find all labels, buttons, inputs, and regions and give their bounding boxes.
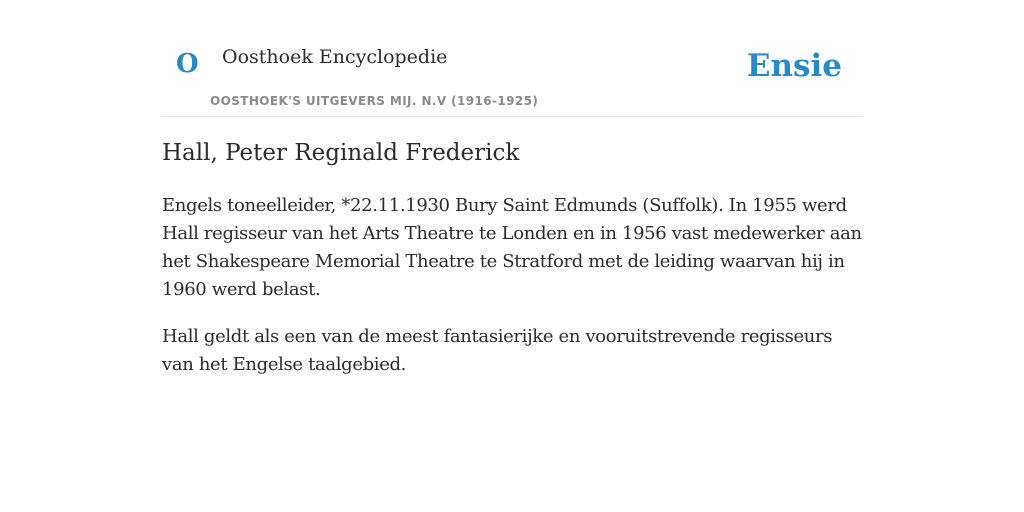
publisher-subtitle: OOSTHOEK'S UITGEVERS MIJ. N.V (1916-1925) — [210, 94, 539, 108]
article-body — [162, 192, 862, 398]
page-header — [162, 0, 862, 117]
article-paragraph: Engels toneelleider, *22.11.1930 Bury Saint Edmunds (Suffolk). In 1955 werd Hall regisseur van het Arts Theatre te Londen en in 1956 vast medewerker aan het Shakespeare Memorial Theatre te Stratford met de leiding waarvan hij in 1960 werd belast. — [162, 195, 862, 300]
encyclopedia-logo[interactable]: O — [176, 49, 199, 79]
page-container — [162, 0, 862, 375]
article-title: Hall, Peter Reginald Frederick — [162, 140, 520, 166]
article-paragraph: Hall geldt als een van de meest fantasierijke en vooruitstrevende regisseurs van het Engelse taalgebied. — [162, 326, 833, 375]
encyclopedia-title[interactable]: Oosthoek Encyclopedie — [222, 46, 448, 68]
ensie-brand-logo[interactable]: Ensie — [746, 48, 842, 84]
